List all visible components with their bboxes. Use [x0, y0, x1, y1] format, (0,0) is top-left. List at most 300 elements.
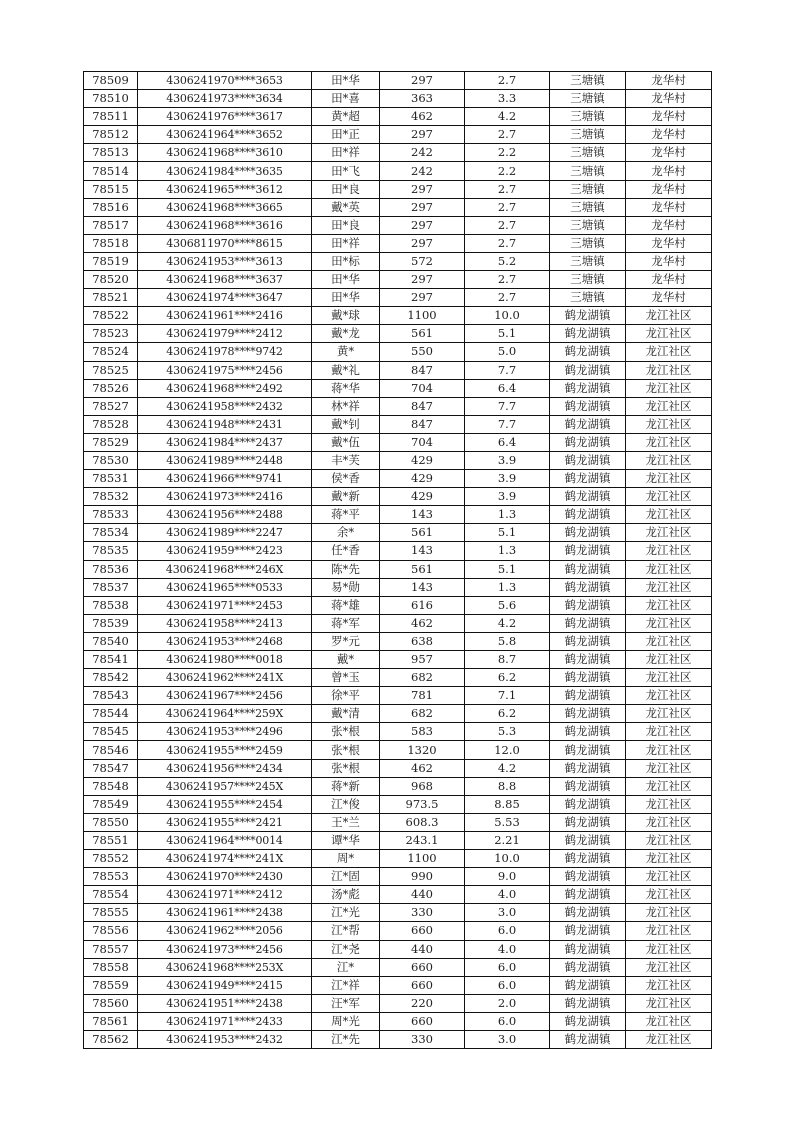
- name-cell: 江*光: [312, 904, 380, 922]
- table-row: [84, 886, 712, 904]
- amount-cell: 1100: [380, 850, 465, 868]
- row-number-cell: 78555: [84, 904, 138, 922]
- row-number-cell: 78556: [84, 922, 138, 940]
- area-cell: 10.0: [465, 850, 550, 868]
- area-cell: 4.0: [465, 886, 550, 904]
- village-cell: 龙华村: [626, 162, 712, 180]
- name-cell: 田*良: [312, 216, 380, 234]
- name-cell: 蒋*平: [312, 506, 380, 524]
- amount-cell: 781: [380, 687, 465, 705]
- table-row: [84, 216, 712, 234]
- village-cell: 龙华村: [626, 144, 712, 162]
- town-cell: 三塘镇: [550, 108, 626, 126]
- town-cell: 鹤龙湖镇: [550, 850, 626, 868]
- id-number-cell: 4306241953****2468: [138, 632, 312, 650]
- id-number-cell: 4306241976****3617: [138, 108, 312, 126]
- name-cell: 张*根: [312, 759, 380, 777]
- town-cell: 鹤龙湖镇: [550, 958, 626, 976]
- name-cell: 张*根: [312, 741, 380, 759]
- village-cell: 龙江社区: [626, 307, 712, 325]
- name-cell: 江*: [312, 958, 380, 976]
- village-cell: 龙江社区: [626, 795, 712, 813]
- row-number-cell: 78509: [84, 72, 138, 90]
- amount-cell: 143: [380, 542, 465, 560]
- area-cell: 7.7: [465, 397, 550, 415]
- amount-cell: 608.3: [380, 813, 465, 831]
- amount-cell: 660: [380, 976, 465, 994]
- area-cell: 3.3: [465, 90, 550, 108]
- name-cell: 黄*: [312, 343, 380, 361]
- town-cell: 三塘镇: [550, 252, 626, 270]
- village-cell: 龙江社区: [626, 524, 712, 542]
- id-number-cell: 4306241970****3653: [138, 72, 312, 90]
- id-number-cell: 4306241973****2416: [138, 488, 312, 506]
- town-cell: 鹤龙湖镇: [550, 1012, 626, 1030]
- area-cell: 5.8: [465, 632, 550, 650]
- name-cell: 陈*先: [312, 560, 380, 578]
- table-row: [84, 632, 712, 650]
- village-cell: 龙江社区: [626, 451, 712, 469]
- amount-cell: 990: [380, 868, 465, 886]
- amount-cell: 1100: [380, 307, 465, 325]
- row-number-cell: 78536: [84, 560, 138, 578]
- id-number-cell: 4306241980****0018: [138, 651, 312, 669]
- table-row: [84, 868, 712, 886]
- amount-cell: 242: [380, 144, 465, 162]
- amount-cell: 220: [380, 994, 465, 1012]
- id-number-cell: 4306241968****3610: [138, 144, 312, 162]
- town-cell: 三塘镇: [550, 234, 626, 252]
- row-number-cell: 78526: [84, 379, 138, 397]
- row-number-cell: 78521: [84, 289, 138, 307]
- town-cell: 鹤龙湖镇: [550, 325, 626, 343]
- village-cell: 龙华村: [626, 180, 712, 198]
- amount-cell: 440: [380, 886, 465, 904]
- town-cell: 鹤龙湖镇: [550, 379, 626, 397]
- village-cell: 龙华村: [626, 72, 712, 90]
- id-number-cell: 4306241968****3665: [138, 198, 312, 216]
- area-cell: 2.7: [465, 72, 550, 90]
- row-number-cell: 78525: [84, 361, 138, 379]
- name-cell: 罗*元: [312, 632, 380, 650]
- town-cell: 鹤龙湖镇: [550, 433, 626, 451]
- id-number-cell: 4306241966****9741: [138, 470, 312, 488]
- village-cell: 龙江社区: [626, 687, 712, 705]
- name-cell: 任*香: [312, 542, 380, 560]
- area-cell: 2.7: [465, 289, 550, 307]
- area-cell: 5.3: [465, 723, 550, 741]
- town-cell: 鹤龙湖镇: [550, 343, 626, 361]
- area-cell: 6.4: [465, 433, 550, 451]
- name-cell: 田*华: [312, 289, 380, 307]
- name-cell: 田*祥: [312, 144, 380, 162]
- area-cell: 6.4: [465, 379, 550, 397]
- village-cell: 龙江社区: [626, 433, 712, 451]
- name-cell: 江*固: [312, 868, 380, 886]
- amount-cell: 638: [380, 632, 465, 650]
- name-cell: 江*俊: [312, 795, 380, 813]
- amount-cell: 297: [380, 271, 465, 289]
- table-row: [84, 1012, 712, 1030]
- town-cell: 鹤龙湖镇: [550, 868, 626, 886]
- row-number-cell: 78544: [84, 705, 138, 723]
- village-cell: 龙江社区: [626, 831, 712, 849]
- amount-cell: 704: [380, 379, 465, 397]
- town-cell: 鹤龙湖镇: [550, 397, 626, 415]
- town-cell: 鹤龙湖镇: [550, 542, 626, 560]
- row-number-cell: 78519: [84, 252, 138, 270]
- id-number-cell: 4306241964****3652: [138, 126, 312, 144]
- village-cell: 龙江社区: [626, 651, 712, 669]
- area-cell: 2.7: [465, 180, 550, 198]
- table-row: [84, 252, 712, 270]
- row-number-cell: 78549: [84, 795, 138, 813]
- id-number-cell: 4306241974****3647: [138, 289, 312, 307]
- area-cell: 6.2: [465, 669, 550, 687]
- area-cell: 2.7: [465, 198, 550, 216]
- area-cell: 5.53: [465, 813, 550, 831]
- row-number-cell: 78529: [84, 433, 138, 451]
- name-cell: 蒋*雄: [312, 596, 380, 614]
- row-number-cell: 78553: [84, 868, 138, 886]
- area-cell: 3.9: [465, 470, 550, 488]
- village-cell: 龙江社区: [626, 596, 712, 614]
- table-row: [84, 289, 712, 307]
- table-row: [84, 397, 712, 415]
- village-cell: 龙江社区: [626, 940, 712, 958]
- table-row: [84, 234, 712, 252]
- table-row: [84, 180, 712, 198]
- name-cell: 江*祥: [312, 976, 380, 994]
- id-number-cell: 4306241964****0014: [138, 831, 312, 849]
- id-number-cell: 4306241953****2496: [138, 723, 312, 741]
- id-number-cell: 4306241965****0533: [138, 578, 312, 596]
- name-cell: 戴*球: [312, 307, 380, 325]
- row-number-cell: 78554: [84, 886, 138, 904]
- id-number-cell: 4306241959****2423: [138, 542, 312, 560]
- area-cell: 8.8: [465, 777, 550, 795]
- table-row: [84, 578, 712, 596]
- area-cell: 1.3: [465, 506, 550, 524]
- row-number-cell: 78546: [84, 741, 138, 759]
- amount-cell: 968: [380, 777, 465, 795]
- row-number-cell: 78516: [84, 198, 138, 216]
- town-cell: 鹤龙湖镇: [550, 1030, 626, 1048]
- row-number-cell: 78540: [84, 632, 138, 650]
- name-cell: 江*尧: [312, 940, 380, 958]
- row-number-cell: 78513: [84, 144, 138, 162]
- id-number-cell: 4306241962****2056: [138, 922, 312, 940]
- town-cell: 三塘镇: [550, 126, 626, 144]
- amount-cell: 143: [380, 578, 465, 596]
- town-cell: 鹤龙湖镇: [550, 488, 626, 506]
- town-cell: 鹤龙湖镇: [550, 470, 626, 488]
- table-row: [84, 777, 712, 795]
- row-number-cell: 78514: [84, 162, 138, 180]
- amount-cell: 583: [380, 723, 465, 741]
- id-number-cell: 4306241968****253X: [138, 958, 312, 976]
- area-cell: 10.0: [465, 307, 550, 325]
- id-number-cell: 4306241984****3635: [138, 162, 312, 180]
- amount-cell: 429: [380, 451, 465, 469]
- name-cell: 汪*军: [312, 994, 380, 1012]
- table-row: [84, 813, 712, 831]
- row-number-cell: 78562: [84, 1030, 138, 1048]
- area-cell: 7.7: [465, 415, 550, 433]
- village-cell: 龙江社区: [626, 958, 712, 976]
- village-cell: 龙江社区: [626, 415, 712, 433]
- area-cell: 2.7: [465, 234, 550, 252]
- village-cell: 龙江社区: [626, 470, 712, 488]
- town-cell: 鹤龙湖镇: [550, 886, 626, 904]
- town-cell: 三塘镇: [550, 144, 626, 162]
- town-cell: 鹤龙湖镇: [550, 361, 626, 379]
- id-number-cell: 4306241967****2456: [138, 687, 312, 705]
- town-cell: 鹤龙湖镇: [550, 922, 626, 940]
- name-cell: 丰*芙: [312, 451, 380, 469]
- village-cell: 龙江社区: [626, 850, 712, 868]
- village-cell: 龙江社区: [626, 705, 712, 723]
- village-cell: 龙华村: [626, 126, 712, 144]
- name-cell: 戴*新: [312, 488, 380, 506]
- amount-cell: 297: [380, 72, 465, 90]
- row-number-cell: 78523: [84, 325, 138, 343]
- amount-cell: 957: [380, 651, 465, 669]
- id-number-cell: 4306241979****2412: [138, 325, 312, 343]
- name-cell: 侯*香: [312, 470, 380, 488]
- id-number-cell: 4306241971****2453: [138, 596, 312, 614]
- area-cell: 6.0: [465, 976, 550, 994]
- amount-cell: 297: [380, 234, 465, 252]
- area-cell: 5.1: [465, 524, 550, 542]
- village-cell: 龙江社区: [626, 1012, 712, 1030]
- village-cell: 龙江社区: [626, 868, 712, 886]
- table-row: [84, 361, 712, 379]
- row-number-cell: 78545: [84, 723, 138, 741]
- area-cell: 3.0: [465, 904, 550, 922]
- table-row: [84, 506, 712, 524]
- records-table-body: [84, 72, 712, 1049]
- town-cell: 三塘镇: [550, 180, 626, 198]
- id-number-cell: 4306241989****2448: [138, 451, 312, 469]
- row-number-cell: 78560: [84, 994, 138, 1012]
- area-cell: 5.2: [465, 252, 550, 270]
- table-row: [84, 705, 712, 723]
- id-number-cell: 4306241953****2432: [138, 1030, 312, 1048]
- row-number-cell: 78550: [84, 813, 138, 831]
- table-row: [84, 488, 712, 506]
- table-row: [84, 850, 712, 868]
- name-cell: 戴*清: [312, 705, 380, 723]
- row-number-cell: 78522: [84, 307, 138, 325]
- id-number-cell: 4306241971****2412: [138, 886, 312, 904]
- area-cell: 3.0: [465, 1030, 550, 1048]
- area-cell: 8.7: [465, 651, 550, 669]
- name-cell: 戴*伍: [312, 433, 380, 451]
- table-row: [84, 307, 712, 325]
- name-cell: 田*祥: [312, 234, 380, 252]
- area-cell: 8.85: [465, 795, 550, 813]
- village-cell: 龙华村: [626, 108, 712, 126]
- village-cell: 龙江社区: [626, 506, 712, 524]
- area-cell: 6.0: [465, 958, 550, 976]
- village-cell: 龙华村: [626, 234, 712, 252]
- name-cell: 田*华: [312, 271, 380, 289]
- amount-cell: 1320: [380, 741, 465, 759]
- area-cell: 1.3: [465, 578, 550, 596]
- id-number-cell: 4306241958****2413: [138, 614, 312, 632]
- village-cell: 龙江社区: [626, 361, 712, 379]
- row-number-cell: 78531: [84, 470, 138, 488]
- area-cell: 3.9: [465, 451, 550, 469]
- town-cell: 三塘镇: [550, 162, 626, 180]
- name-cell: 蒋*新: [312, 777, 380, 795]
- town-cell: 鹤龙湖镇: [550, 705, 626, 723]
- id-number-cell: 4306241948****2431: [138, 415, 312, 433]
- row-number-cell: 78542: [84, 669, 138, 687]
- amount-cell: 973.5: [380, 795, 465, 813]
- amount-cell: 550: [380, 343, 465, 361]
- town-cell: 鹤龙湖镇: [550, 578, 626, 596]
- name-cell: 蒋*华: [312, 379, 380, 397]
- name-cell: 林*祥: [312, 397, 380, 415]
- area-cell: 5.1: [465, 560, 550, 578]
- town-cell: 鹤龙湖镇: [550, 669, 626, 687]
- name-cell: 戴*钊: [312, 415, 380, 433]
- name-cell: 谭*华: [312, 831, 380, 849]
- town-cell: 鹤龙湖镇: [550, 560, 626, 578]
- village-cell: 龙华村: [626, 271, 712, 289]
- village-cell: 龙江社区: [626, 669, 712, 687]
- village-cell: 龙江社区: [626, 325, 712, 343]
- id-number-cell: 4306811970****8615: [138, 234, 312, 252]
- town-cell: 鹤龙湖镇: [550, 506, 626, 524]
- name-cell: 田*良: [312, 180, 380, 198]
- row-number-cell: 78530: [84, 451, 138, 469]
- amount-cell: 440: [380, 940, 465, 958]
- table-row: [84, 126, 712, 144]
- town-cell: 鹤龙湖镇: [550, 596, 626, 614]
- amount-cell: 297: [380, 216, 465, 234]
- id-number-cell: 4306241984****2437: [138, 433, 312, 451]
- amount-cell: 429: [380, 488, 465, 506]
- village-cell: 龙江社区: [626, 1030, 712, 1048]
- name-cell: 汤*彪: [312, 886, 380, 904]
- town-cell: 鹤龙湖镇: [550, 831, 626, 849]
- village-cell: 龙江社区: [626, 994, 712, 1012]
- row-number-cell: 78557: [84, 940, 138, 958]
- records-table: [83, 71, 712, 1049]
- village-cell: 龙江社区: [626, 560, 712, 578]
- name-cell: 蒋*军: [312, 614, 380, 632]
- table-row: [84, 994, 712, 1012]
- table-row: [84, 596, 712, 614]
- amount-cell: 660: [380, 1012, 465, 1030]
- id-number-cell: 4306241965****3612: [138, 180, 312, 198]
- table-row: [84, 524, 712, 542]
- table-row: [84, 904, 712, 922]
- table-row: [84, 741, 712, 759]
- town-cell: 鹤龙湖镇: [550, 614, 626, 632]
- town-cell: 鹤龙湖镇: [550, 451, 626, 469]
- village-cell: 龙华村: [626, 289, 712, 307]
- town-cell: 鹤龙湖镇: [550, 940, 626, 958]
- row-number-cell: 78515: [84, 180, 138, 198]
- id-number-cell: 4306241961****2416: [138, 307, 312, 325]
- table-row: [84, 614, 712, 632]
- village-cell: 龙江社区: [626, 813, 712, 831]
- town-cell: 三塘镇: [550, 216, 626, 234]
- town-cell: 鹤龙湖镇: [550, 651, 626, 669]
- row-number-cell: 78551: [84, 831, 138, 849]
- area-cell: 6.0: [465, 922, 550, 940]
- id-number-cell: 4306241949****2415: [138, 976, 312, 994]
- row-number-cell: 78532: [84, 488, 138, 506]
- village-cell: 龙江社区: [626, 886, 712, 904]
- town-cell: 鹤龙湖镇: [550, 777, 626, 795]
- name-cell: 易*勋: [312, 578, 380, 596]
- table-row: [84, 343, 712, 361]
- id-number-cell: 4306241975****2456: [138, 361, 312, 379]
- id-number-cell: 4306241955****2459: [138, 741, 312, 759]
- amount-cell: 462: [380, 108, 465, 126]
- row-number-cell: 78518: [84, 234, 138, 252]
- town-cell: 鹤龙湖镇: [550, 759, 626, 777]
- table-row: [84, 198, 712, 216]
- amount-cell: 462: [380, 759, 465, 777]
- amount-cell: 682: [380, 705, 465, 723]
- amount-cell: 572: [380, 252, 465, 270]
- row-number-cell: 78537: [84, 578, 138, 596]
- id-number-cell: 4306241964****259X: [138, 705, 312, 723]
- amount-cell: 330: [380, 904, 465, 922]
- town-cell: 鹤龙湖镇: [550, 813, 626, 831]
- area-cell: 4.2: [465, 614, 550, 632]
- village-cell: 龙华村: [626, 198, 712, 216]
- name-cell: 余*: [312, 524, 380, 542]
- row-number-cell: 78535: [84, 542, 138, 560]
- table-row: [84, 108, 712, 126]
- town-cell: 鹤龙湖镇: [550, 415, 626, 433]
- row-number-cell: 78541: [84, 651, 138, 669]
- town-cell: 三塘镇: [550, 198, 626, 216]
- name-cell: 王*兰: [312, 813, 380, 831]
- id-number-cell: 4306241951****2438: [138, 994, 312, 1012]
- village-cell: 龙江社区: [626, 632, 712, 650]
- town-cell: 鹤龙湖镇: [550, 741, 626, 759]
- table-row: [84, 651, 712, 669]
- area-cell: 7.1: [465, 687, 550, 705]
- id-number-cell: 4306241973****3634: [138, 90, 312, 108]
- amount-cell: 143: [380, 506, 465, 524]
- row-number-cell: 78512: [84, 126, 138, 144]
- area-cell: 7.7: [465, 361, 550, 379]
- table-row: [84, 759, 712, 777]
- table-row: [84, 940, 712, 958]
- amount-cell: 330: [380, 1030, 465, 1048]
- name-cell: 戴*礼: [312, 361, 380, 379]
- amount-cell: 297: [380, 126, 465, 144]
- name-cell: 田*正: [312, 126, 380, 144]
- amount-cell: 243.1: [380, 831, 465, 849]
- village-cell: 龙华村: [626, 216, 712, 234]
- amount-cell: 847: [380, 415, 465, 433]
- id-number-cell: 4306241956****2488: [138, 506, 312, 524]
- table-row: [84, 451, 712, 469]
- row-number-cell: 78534: [84, 524, 138, 542]
- amount-cell: 242: [380, 162, 465, 180]
- id-number-cell: 4306241968****246X: [138, 560, 312, 578]
